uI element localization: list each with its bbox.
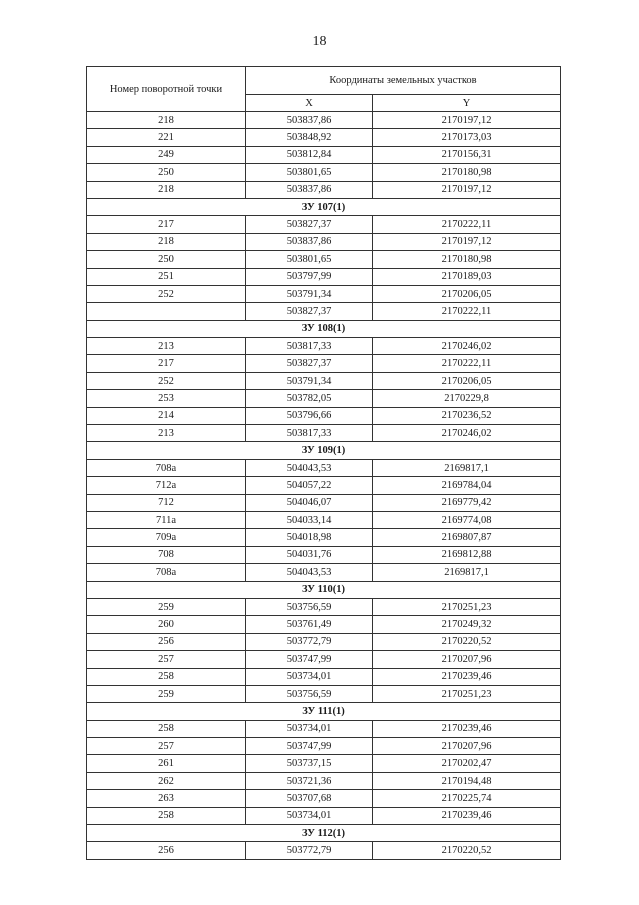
y-coordinate-cell: 2170222,11 — [373, 216, 561, 233]
x-coordinate-cell: 504043,53 — [246, 459, 373, 476]
point-number-cell: 250 — [87, 164, 246, 181]
y-coordinate-cell: 2170220,52 — [373, 633, 561, 650]
y-coordinate-cell: 2170202,47 — [373, 755, 561, 772]
table-row — [87, 494, 561, 511]
point-number-cell: 263 — [87, 790, 246, 807]
table-row — [87, 112, 561, 129]
y-coordinate-cell: 2170189,03 — [373, 268, 561, 285]
point-number-cell: 214 — [87, 407, 246, 424]
x-coordinate-cell: 504018,98 — [246, 529, 373, 546]
table-row — [87, 529, 561, 546]
table-row — [87, 477, 561, 494]
point-number-cell: 256 — [87, 633, 246, 650]
y-coordinate-cell: 2169779,42 — [373, 494, 561, 511]
y-coordinate-cell: 2170180,98 — [373, 164, 561, 181]
y-coordinate-cell: 2170225,74 — [373, 790, 561, 807]
section-row — [87, 581, 561, 598]
table-row — [87, 668, 561, 685]
x-coordinate-cell: 503747,99 — [246, 738, 373, 755]
y-coordinate-cell: 2169817,1 — [373, 459, 561, 476]
table-row — [87, 755, 561, 772]
point-number-cell: 257 — [87, 738, 246, 755]
point-number-cell: 261 — [87, 755, 246, 772]
y-coordinate-cell: 2170239,46 — [373, 668, 561, 685]
point-number-cell: 213 — [87, 425, 246, 442]
point-number-cell: 258 — [87, 807, 246, 824]
x-coordinate-cell: 503756,59 — [246, 685, 373, 702]
table-row — [87, 425, 561, 442]
x-column-header: X — [246, 95, 373, 112]
x-coordinate-cell: 503791,34 — [246, 372, 373, 389]
table-row — [87, 598, 561, 615]
x-coordinate-cell: 503791,34 — [246, 285, 373, 302]
x-coordinate-cell: 504031,76 — [246, 546, 373, 563]
section-row — [87, 320, 561, 337]
section-row — [87, 198, 561, 215]
section-row — [87, 825, 561, 842]
table-row — [87, 511, 561, 528]
x-coordinate-cell: 503837,86 — [246, 112, 373, 129]
point-number-cell: 218 — [87, 181, 246, 198]
x-coordinate-cell: 503756,59 — [246, 598, 373, 615]
table-row — [87, 355, 561, 372]
table-row — [87, 842, 561, 859]
y-coordinate-cell: 2170207,96 — [373, 738, 561, 755]
y-coordinate-cell: 2169784,04 — [373, 477, 561, 494]
x-coordinate-cell: 503827,37 — [246, 355, 373, 372]
section-row — [87, 442, 561, 459]
x-coordinate-cell: 503817,33 — [246, 425, 373, 442]
x-coordinate-cell: 503817,33 — [246, 338, 373, 355]
point-number-cell: 712а — [87, 477, 246, 494]
table-row — [87, 303, 561, 320]
x-coordinate-cell: 503772,79 — [246, 842, 373, 859]
table-row — [87, 407, 561, 424]
point-number-cell: 709а — [87, 529, 246, 546]
x-coordinate-cell: 503796,66 — [246, 407, 373, 424]
y-coordinate-cell: 2170173,03 — [373, 129, 561, 146]
y-coordinate-cell: 2170207,96 — [373, 651, 561, 668]
y-coordinate-cell: 2170239,46 — [373, 807, 561, 824]
point-number-cell: 257 — [87, 651, 246, 668]
table-row — [87, 633, 561, 650]
x-coordinate-cell: 503801,65 — [246, 164, 373, 181]
point-number-cell: 252 — [87, 372, 246, 389]
point-number-cell: 259 — [87, 598, 246, 615]
point-number-cell: 262 — [87, 772, 246, 789]
point-number-cell: 218 — [87, 112, 246, 129]
y-coordinate-cell: 2170197,12 — [373, 181, 561, 198]
section-title: ЗУ 111(1) — [87, 703, 561, 720]
y-coordinate-cell: 2170197,12 — [373, 233, 561, 250]
point-number-cell: 218 — [87, 233, 246, 250]
x-coordinate-cell: 503707,68 — [246, 790, 373, 807]
x-coordinate-cell: 503848,92 — [246, 129, 373, 146]
section-title: ЗУ 108(1) — [87, 320, 561, 337]
y-coordinate-cell: 2170222,11 — [373, 303, 561, 320]
table-row — [87, 181, 561, 198]
y-coordinate-cell: 2170236,52 — [373, 407, 561, 424]
x-coordinate-cell: 503837,86 — [246, 181, 373, 198]
y-coordinate-cell: 2170206,05 — [373, 285, 561, 302]
y-coordinate-cell: 2170222,11 — [373, 355, 561, 372]
table-header — [87, 67, 561, 112]
y-coordinate-cell: 2170180,98 — [373, 251, 561, 268]
x-coordinate-cell: 503782,05 — [246, 390, 373, 407]
point-number-cell: 253 — [87, 390, 246, 407]
x-coordinate-cell: 504043,53 — [246, 564, 373, 581]
x-coordinate-cell: 503827,37 — [246, 216, 373, 233]
x-coordinate-cell: 503837,86 — [246, 233, 373, 250]
point-number-cell — [87, 303, 246, 320]
table-row — [87, 616, 561, 633]
table-row — [87, 790, 561, 807]
x-coordinate-cell: 503747,99 — [246, 651, 373, 668]
table-row — [87, 685, 561, 702]
point-number-cell: 213 — [87, 338, 246, 355]
x-coordinate-cell: 503734,01 — [246, 720, 373, 737]
point-number-cell: 258 — [87, 668, 246, 685]
coordinates-table — [86, 66, 561, 860]
point-number-cell: 249 — [87, 146, 246, 163]
point-number-cell: 251 — [87, 268, 246, 285]
x-coordinate-cell: 504033,14 — [246, 511, 373, 528]
table-row — [87, 285, 561, 302]
point-number-cell: 708 — [87, 546, 246, 563]
table-body — [87, 112, 561, 860]
x-coordinate-cell: 503812,84 — [246, 146, 373, 163]
y-coordinate-cell: 2170156,31 — [373, 146, 561, 163]
table-row — [87, 390, 561, 407]
y-coordinate-cell: 2169817,1 — [373, 564, 561, 581]
y-coordinate-cell: 2170206,05 — [373, 372, 561, 389]
section-title: ЗУ 110(1) — [87, 581, 561, 598]
table-row — [87, 216, 561, 233]
y-coordinate-cell: 2170220,52 — [373, 842, 561, 859]
table-row — [87, 338, 561, 355]
y-coordinate-cell: 2170246,02 — [373, 338, 561, 355]
point-number-cell: 221 — [87, 129, 246, 146]
coordinates-group-header: Координаты земельных участков — [246, 67, 561, 95]
x-coordinate-cell: 503734,01 — [246, 807, 373, 824]
point-number-cell: 250 — [87, 251, 246, 268]
point-number-cell: 711а — [87, 511, 246, 528]
x-coordinate-cell: 503734,01 — [246, 668, 373, 685]
section-title: ЗУ 107(1) — [87, 198, 561, 215]
x-coordinate-cell: 503797,99 — [246, 268, 373, 285]
table-row — [87, 738, 561, 755]
y-coordinate-cell: 2170249,32 — [373, 616, 561, 633]
y-coordinate-cell: 2170194,48 — [373, 772, 561, 789]
table-row — [87, 772, 561, 789]
y-coordinate-cell: 2170251,23 — [373, 685, 561, 702]
section-title: ЗУ 112(1) — [87, 825, 561, 842]
point-number-cell: 258 — [87, 720, 246, 737]
table-row — [87, 546, 561, 563]
table-row — [87, 807, 561, 824]
point-number-cell: 256 — [87, 842, 246, 859]
table-row — [87, 164, 561, 181]
table-row — [87, 459, 561, 476]
point-number-cell: 712 — [87, 494, 246, 511]
section-title: ЗУ 109(1) — [87, 442, 561, 459]
x-coordinate-cell: 504057,22 — [246, 477, 373, 494]
y-coordinate-cell: 2170239,46 — [373, 720, 561, 737]
x-coordinate-cell: 503721,36 — [246, 772, 373, 789]
x-coordinate-cell: 503772,79 — [246, 633, 373, 650]
point-number-cell: 217 — [87, 216, 246, 233]
x-coordinate-cell: 503737,15 — [246, 755, 373, 772]
table-row — [87, 651, 561, 668]
point-number-cell: 708а — [87, 459, 246, 476]
y-coordinate-cell: 2169812,88 — [373, 546, 561, 563]
section-row — [87, 703, 561, 720]
x-coordinate-cell: 503801,65 — [246, 251, 373, 268]
y-coordinate-cell: 2169774,08 — [373, 511, 561, 528]
y-coordinate-cell: 2170229,8 — [373, 390, 561, 407]
table-row — [87, 268, 561, 285]
y-coordinate-cell: 2170197,12 — [373, 112, 561, 129]
table-row — [87, 251, 561, 268]
table-row — [87, 129, 561, 146]
x-coordinate-cell: 503827,37 — [246, 303, 373, 320]
x-coordinate-cell: 503761,49 — [246, 616, 373, 633]
y-coordinate-cell: 2169807,87 — [373, 529, 561, 546]
point-number-cell: 708а — [87, 564, 246, 581]
y-coordinate-cell: 2170251,23 — [373, 598, 561, 615]
table-row — [87, 720, 561, 737]
point-number-header: Номер поворотной точки — [87, 67, 246, 112]
page-number: 18 — [312, 34, 327, 49]
y-coordinate-cell: 2170246,02 — [373, 425, 561, 442]
x-coordinate-cell: 504046,07 — [246, 494, 373, 511]
point-number-cell: 217 — [87, 355, 246, 372]
point-number-cell: 259 — [87, 685, 246, 702]
table-row — [87, 146, 561, 163]
table-row — [87, 564, 561, 581]
y-column-header: Y — [373, 95, 561, 112]
point-number-cell: 252 — [87, 285, 246, 302]
point-number-cell: 260 — [87, 616, 246, 633]
table-row — [87, 372, 561, 389]
table-row — [87, 233, 561, 250]
